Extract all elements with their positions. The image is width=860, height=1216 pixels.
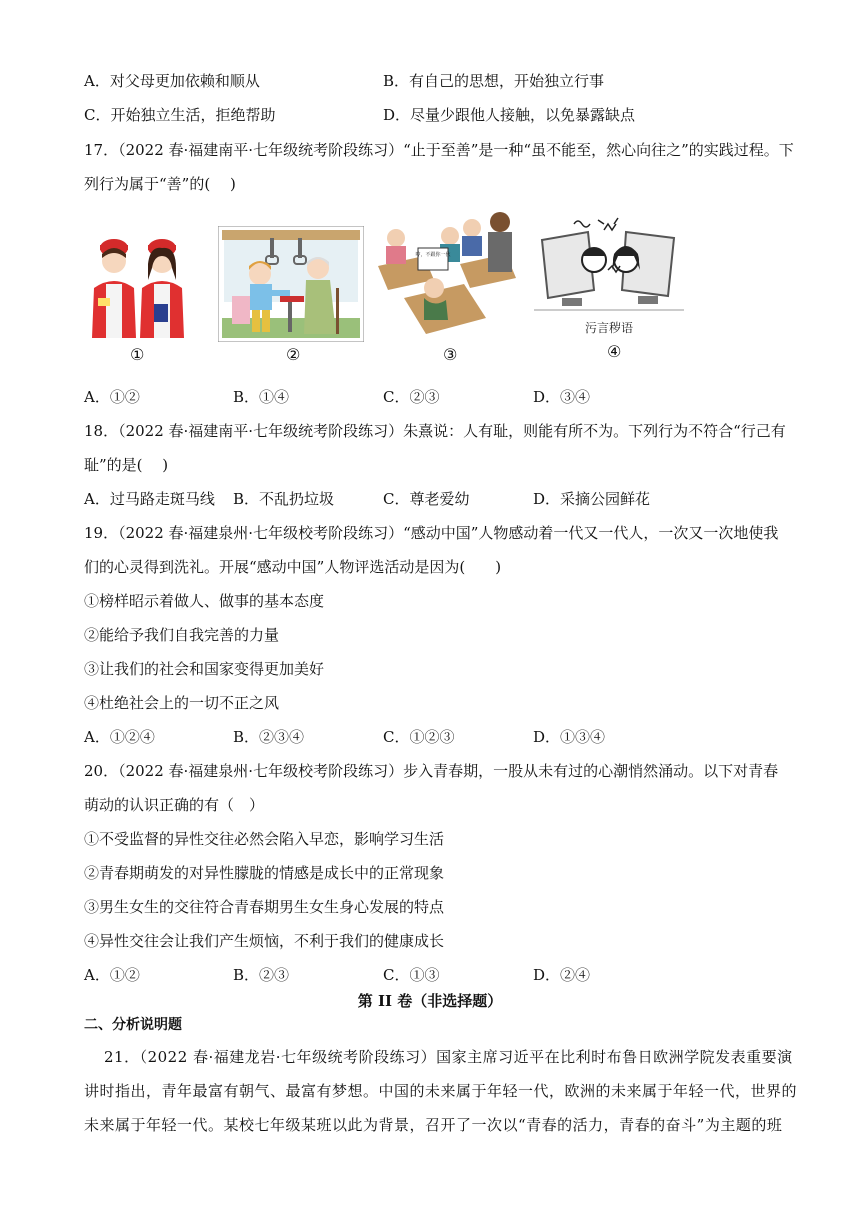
q19-item-2: ②能给予我们自我完善的力量: [84, 626, 280, 644]
q16-option-d: D．尽量少跟他人接触，以免暴露缺点: [383, 106, 636, 124]
image-label-2: ②: [286, 345, 301, 364]
q19-item-3: ③让我们的社会和国家变得更加美好: [84, 660, 325, 678]
q21-line3: 未来属于年轻一代。某校七年级某班以此为背景，召开了一次以“青春的活力，青春的奋斗”为主题的班: [84, 1116, 783, 1134]
q16-option-a: A．对父母更加依赖和顺从: [84, 72, 260, 90]
q19-option-c: C．①②③: [383, 728, 455, 746]
q19-item-4: ④杜绝社会上的一切不正之风: [84, 694, 280, 712]
q21-line1: 21．（2022 春·福建龙岩·七年级统考阶段练习）国家主席习近平在比利时布鲁日欧洲学院发表重要演: [104, 1048, 793, 1066]
q20-stem-line1: 20．（2022 春·福建泉州·七年级校考阶段练习）步入青春期，一股从未有过的心潮悄然涌动。以下对青春: [84, 762, 779, 780]
image-label-3: ③: [443, 345, 458, 364]
part-2-heading: 二、分析说明题: [84, 1017, 182, 1033]
q20-item-3: ③男生女生的交往符合青春期男生女生身心发展的特点: [84, 898, 445, 916]
q20-option-d: D．②④: [533, 966, 591, 984]
q20-item-4: ④异性交往会让我们产生烦恼，不利于我们的健康成长: [84, 932, 445, 950]
image3-sign-text: 哼，不跟你一伙: [415, 252, 451, 258]
classroom-exclusion-image: [374, 208, 526, 342]
helping-elderly-image: [218, 226, 364, 342]
q19-option-a: A．①②④: [84, 728, 155, 746]
q19-stem-line1: 19．（2022 春·福建泉州·七年级校考阶段练习）“感动中国”人物感动着一代又一代人，一次又一次地使我: [84, 524, 779, 542]
q17-option-b: B．①④: [233, 388, 290, 406]
q20-item-2: ②青春期萌发的对异性朦胧的情感是成长中的正常现象: [84, 864, 445, 882]
q20-option-b: B．②③: [233, 966, 290, 984]
image-label-4: ④: [607, 342, 622, 361]
q18-option-b: B．不乱扔垃圾: [233, 490, 335, 508]
q20-item-1: ①不受监督的异性交往必然会陷入早恋，影响学习生活: [84, 830, 445, 848]
q20-option-c: C．①③: [383, 966, 440, 984]
q17-option-c: C．②③: [383, 388, 440, 406]
q19-option-b: B．②③④: [233, 728, 305, 746]
bad-language-image: [534, 210, 684, 342]
image4-caption: 污言秽语: [584, 321, 634, 335]
q20-stem-line2: 萌动的认识正确的有（ ）: [84, 796, 265, 814]
q18-stem-line2: 耻”的是( ): [84, 456, 169, 474]
q17-option-a: A．①②: [84, 388, 140, 406]
q18-option-c: C．尊老爱幼: [383, 490, 470, 508]
q17-stem-line2: 列行为属于“善”的( ): [84, 175, 236, 193]
q16-option-b: B．有自己的思想，开始独立行事: [383, 72, 605, 90]
q16-option-c: C．开始独立生活，拒绝帮助: [84, 106, 276, 124]
q17-stem-line1: 17．（2022 春·福建南平·七年级统考阶段练习）“止于至善”是一种“虽不能至，然心向往之”的实践过程。下: [84, 141, 794, 159]
q19-stem-line2: 们的心灵得到洗礼。开展“感动中国”人物评选活动是因为( ): [84, 558, 502, 576]
q18-option-d: D．采摘公园鲜花: [533, 490, 651, 508]
q21-line2: 讲时指出，青年最富有朝气、最富有梦想。中国的未来属于年轻一代，欧洲的未来属于年轻一代，世界的: [84, 1082, 798, 1100]
q19-option-d: D．①③④: [533, 728, 606, 746]
q17-option-d: D．③④: [533, 388, 591, 406]
q20-option-a: A．①②: [84, 966, 140, 984]
q18-stem-line1: 18．（2022 春·福建南平·七年级统考阶段练习）朱熹说：人有耻，则能有所不为。下列行为不符合“行己有: [84, 422, 786, 440]
volunteers-image: [84, 228, 192, 340]
q19-item-1: ①榜样昭示着做人、做事的基本态度: [84, 592, 325, 610]
q18-option-a: A．过马路走斑马线: [84, 490, 215, 508]
section-2-title: 第 II 卷（非选择题）: [357, 992, 503, 1010]
image-label-1: ①: [130, 345, 145, 364]
